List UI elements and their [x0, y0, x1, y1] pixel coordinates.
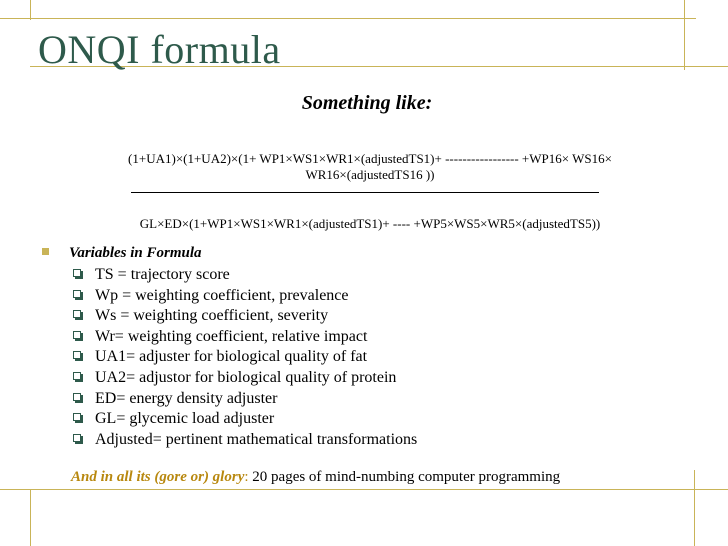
slide-title: ONQI formula	[38, 27, 281, 72]
hollow-square-bullet-icon	[73, 269, 81, 277]
list-item-text: GL= glycemic load adjuster	[95, 410, 275, 428]
list-item-text: UA1= adjuster for biological quality of fat	[95, 348, 368, 366]
variables-section-heading	[42, 245, 202, 262]
frame-bottom-vertical-right	[694, 470, 695, 546]
variables-list	[73, 265, 417, 450]
list-item-text: Ws = weighting coefficient, severity	[95, 307, 329, 325]
section-heading-text: Variables in Formula	[69, 245, 202, 261]
list-item	[73, 368, 417, 389]
list-item-text: ED= energy density adjuster	[95, 389, 278, 407]
frame-bottom-vertical-left	[30, 489, 31, 546]
list-item	[73, 389, 417, 410]
frame-top-left-horizontal	[0, 18, 696, 19]
list-item-text: TS = trajectory score	[95, 266, 230, 283]
hollow-square-bullet-icon	[73, 434, 81, 442]
formula-denominator: GL×ED×(1+WP1×WS1×WR1×(adjustedTS1)+ ---- +WP5×WS5×WR5×(adjustedTS5))	[139, 216, 601, 231]
list-item	[73, 265, 417, 286]
hollow-square-bullet-icon	[73, 290, 81, 298]
hollow-square-bullet-icon	[73, 310, 81, 318]
list-item-text: Wr= weighting coefficient, relative impact	[95, 327, 368, 345]
list-item-text: Wp = weighting coefficient, prevalence	[95, 286, 349, 304]
formula-numerator-line-1: (1+UA1)×(1+UA2)×(1+ WP1×WS1×WR1×(adjustedTS1)+ ----------------- +WP16× WS16×	[128, 151, 612, 166]
hollow-square-bullet-icon	[73, 393, 81, 401]
frame-top-vertical-left	[30, 0, 31, 20]
footer-note	[71, 469, 560, 486]
hollow-square-bullet-icon	[73, 331, 81, 339]
footer-text: 20 pages of mind-numbing computer programming	[248, 469, 561, 485]
formula-numerator-line-2: WR16×(adjustedTS16 ))	[305, 167, 435, 182]
list-item-text: Adjusted= pertinent mathematical transformations	[95, 430, 418, 448]
frame-top-vertical-right	[684, 0, 685, 70]
hollow-square-bullet-icon	[73, 351, 81, 359]
list-item	[73, 286, 417, 307]
hollow-square-bullet-icon	[73, 372, 81, 380]
footer-colon: :	[244, 469, 249, 485]
list-item	[73, 327, 417, 348]
slide-subtitle: Something like:	[301, 92, 433, 114]
formula-fraction-bar	[131, 192, 599, 193]
hollow-square-bullet-icon	[73, 413, 81, 421]
frame-bottom-horizontal	[0, 489, 728, 490]
square-bullet-icon	[42, 248, 49, 255]
list-item	[73, 430, 417, 451]
list-item	[73, 409, 417, 430]
list-item	[73, 347, 417, 368]
list-item	[73, 306, 417, 327]
list-item-text: UA2= adjustor for biological quality of protein	[95, 368, 397, 386]
footer-emphasis: And in all its (gore or) glory	[71, 469, 245, 485]
